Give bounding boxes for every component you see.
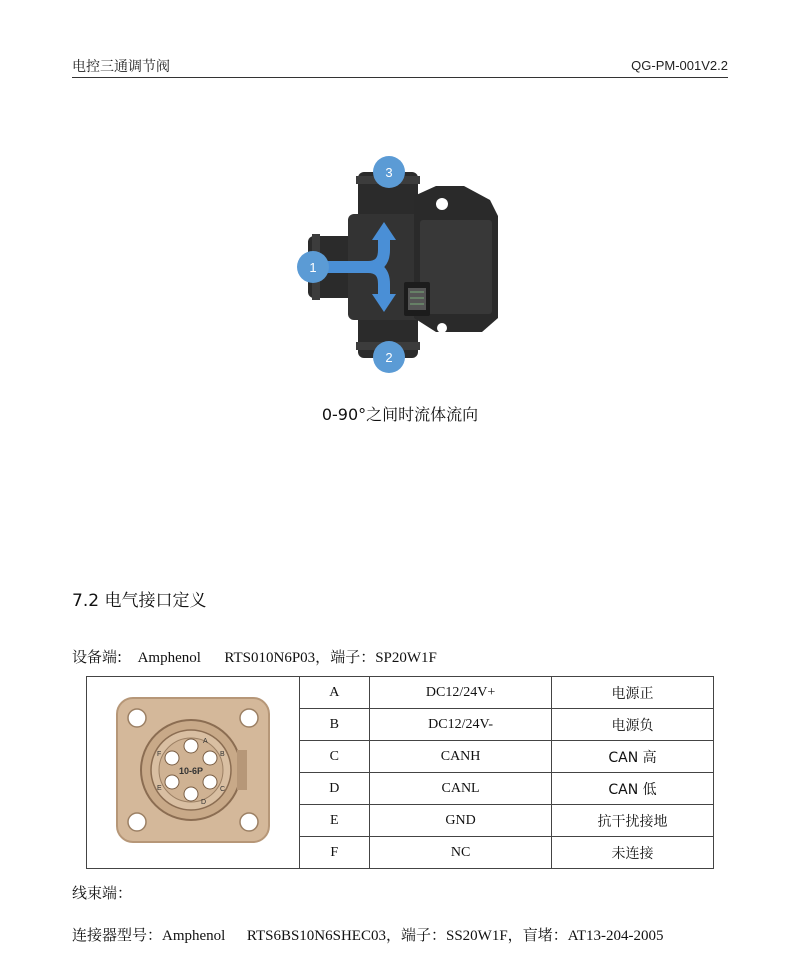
figure-caption: 0-90°之间时流体流向	[321, 405, 479, 424]
pin-description: CAN 低	[552, 773, 714, 805]
pin-letter-f: F	[156, 751, 162, 758]
pin-letter-c: C	[219, 786, 225, 793]
pin-letter-e: E	[156, 785, 162, 792]
connector-model-line	[72, 924, 664, 945]
pin-description: 电源负	[552, 709, 714, 741]
connector-image-cell	[87, 677, 300, 869]
device-terminal-label: 端子：	[330, 648, 376, 666]
device-brand: Amphenol	[137, 650, 201, 666]
pin-signal: CANL	[370, 773, 552, 805]
device-terminal: SP20W1F	[375, 650, 437, 666]
connector-terminal-label: 端子：	[400, 926, 446, 944]
connector-marking: 10-6P	[178, 766, 203, 776]
valve-illustration	[286, 150, 516, 380]
callout-2-label: 2	[385, 350, 393, 365]
pin-definition-table	[86, 676, 714, 869]
valve-flow-figure	[286, 150, 516, 380]
pin-id: E	[299, 805, 369, 837]
callout-1-label: 1	[309, 260, 317, 275]
pin-signal: DC12/24V-	[370, 709, 552, 741]
connector-label: 连接器型号：	[72, 926, 163, 944]
pin-id: A	[299, 677, 369, 709]
pin-id: F	[299, 837, 369, 869]
header-divider	[72, 77, 728, 78]
section-title: 7.2 电气接口定义	[72, 591, 207, 611]
pin-letter-b: B	[219, 751, 225, 758]
table-row	[87, 677, 714, 709]
pin-signal: DC12/24V+	[370, 677, 552, 709]
pin-description: 电源正	[552, 677, 714, 709]
pin-description: CAN 高	[552, 741, 714, 773]
callout-3-label: 3	[385, 165, 393, 180]
harness-side-label: 线束端：	[72, 884, 133, 902]
pin-description: 未连接	[552, 837, 714, 869]
device-side-line	[72, 646, 437, 667]
connector-terminal: SS20W1F，	[446, 928, 523, 944]
pin-id: C	[299, 741, 369, 773]
connector-plug: AT13-204-2005	[567, 928, 664, 944]
device-model: RTS010N6P03，	[224, 650, 331, 666]
pin-id: B	[299, 709, 369, 741]
connector-plug-label: 盲堵：	[522, 926, 568, 944]
header-title: 电控三通调节阀	[72, 59, 170, 75]
pin-description: 抗干扰接地	[552, 805, 714, 837]
pin-letter-d: D	[200, 799, 206, 806]
connector-illustration	[113, 694, 273, 846]
document-code: QG-PM-001V2.2	[631, 58, 728, 73]
connector-brand: Amphenol	[162, 928, 226, 944]
device-label: 设备端:	[72, 648, 123, 666]
connector-model: RTS6BS10N6SHEC03，	[246, 928, 401, 944]
pin-signal: NC	[370, 837, 552, 869]
pin-letter-a: A	[202, 738, 208, 745]
pin-signal: GND	[370, 805, 552, 837]
pin-id: D	[299, 773, 369, 805]
pin-signal: CANH	[370, 741, 552, 773]
